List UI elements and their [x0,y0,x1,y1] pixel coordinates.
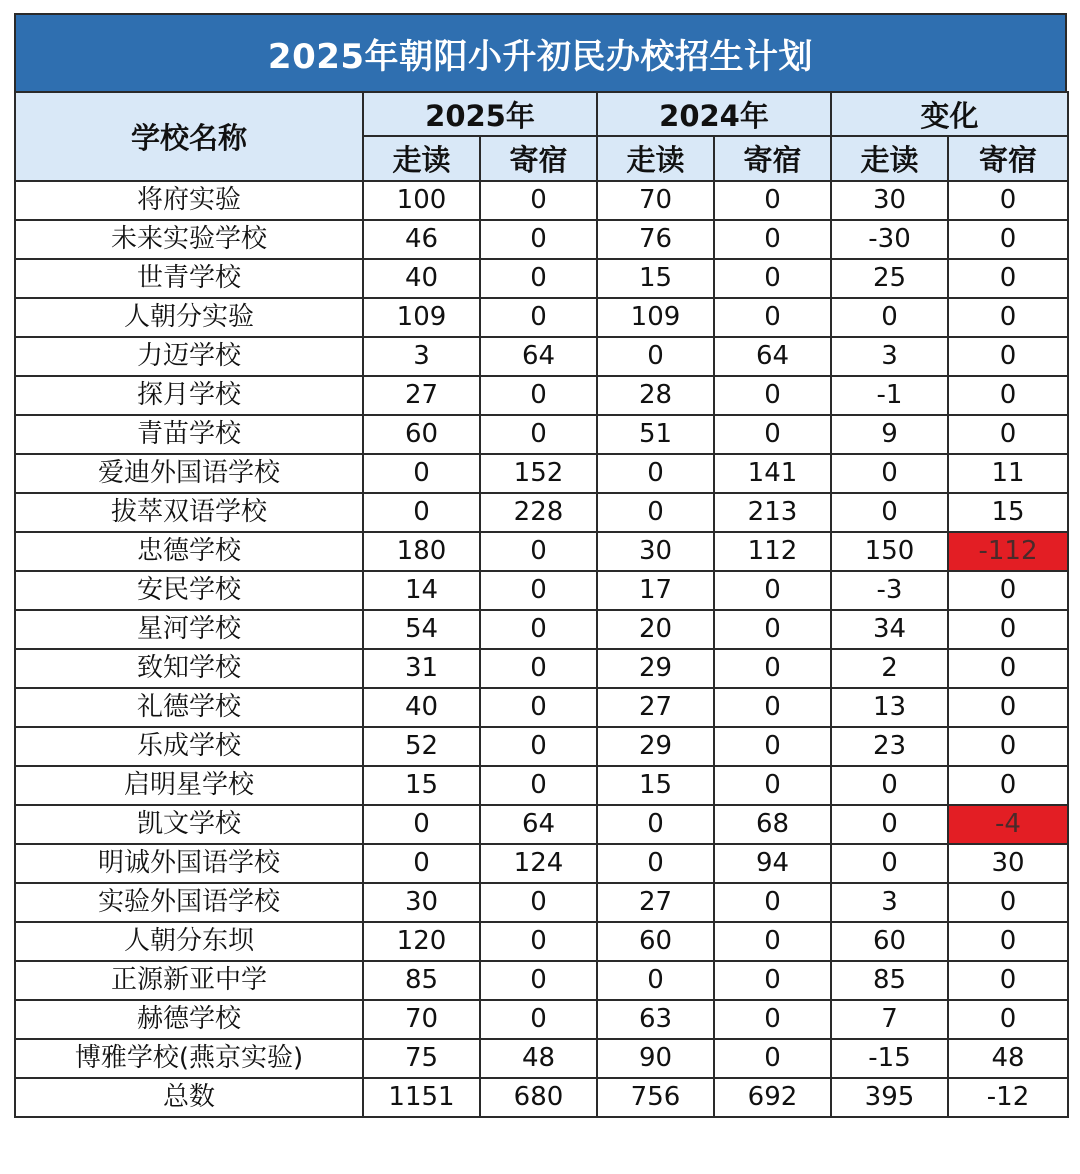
cell-boarding-2024: 0 [714,415,831,454]
cell-day-change: -1 [831,376,948,415]
cell-boarding-change: 0 [948,610,1068,649]
cell-boarding-2024: 0 [714,727,831,766]
cell-boarding-2025: 0 [480,610,597,649]
school-name-cell: 安民学校 [15,571,363,610]
table-row [15,922,1068,961]
cell-day-2024: 109 [597,298,714,337]
cell-boarding-2024: 0 [714,571,831,610]
cell-day-2024: 27 [597,883,714,922]
cell-day-2025: 52 [363,727,480,766]
cell-boarding-2025: 0 [480,298,597,337]
cell-day-2024: 20 [597,610,714,649]
table-row [15,1039,1068,1078]
header-school-name: 学校名称 [15,92,363,181]
cell-day-change: 2 [831,649,948,688]
cell-day-change: 150 [831,532,948,571]
cell-day-2024: 0 [597,805,714,844]
cell-boarding-2025: 0 [480,688,597,727]
cell-day-change: 34 [831,610,948,649]
cell-boarding-2024: 112 [714,532,831,571]
school-name-cell: 力迈学校 [15,337,363,376]
cell-day-2024: 29 [597,727,714,766]
school-name-cell: 礼德学校 [15,688,363,727]
cell-boarding-2025: 228 [480,493,597,532]
cell-day-2025: 46 [363,220,480,259]
cell-day-2024: 0 [597,454,714,493]
cell-boarding-2025: 0 [480,259,597,298]
cell-day-2025: 0 [363,454,480,493]
cell-day-2025: 14 [363,571,480,610]
cell-day-change: 85 [831,961,948,1000]
cell-day-2025: 180 [363,532,480,571]
cell-boarding-2024: 68 [714,805,831,844]
header-boarding-change: 寄宿 [948,136,1068,181]
cell-boarding-change: 0 [948,649,1068,688]
cell-boarding-2024: 141 [714,454,831,493]
cell-boarding-change: 0 [948,1000,1068,1039]
cell-day-change: -3 [831,571,948,610]
cell-boarding-2024: 692 [714,1078,831,1117]
school-name-cell: 正源新亚中学 [15,961,363,1000]
cell-day-change: 0 [831,493,948,532]
cell-day-change: -30 [831,220,948,259]
cell-boarding-2024: 0 [714,220,831,259]
cell-day-2025: 15 [363,766,480,805]
cell-day-2025: 0 [363,844,480,883]
cell-day-2025: 75 [363,1039,480,1078]
cell-boarding-2024: 0 [714,1039,831,1078]
table-row [15,298,1068,337]
cell-day-change: 60 [831,922,948,961]
table-row [15,493,1068,532]
total-row [15,1078,1068,1117]
cell-day-change: 25 [831,259,948,298]
cell-boarding-2025: 0 [480,727,597,766]
cell-boarding-2025: 0 [480,961,597,1000]
cell-day-2025: 31 [363,649,480,688]
header-day-2025: 走读 [363,136,480,181]
cell-boarding-change: 0 [948,688,1068,727]
school-name-cell: 致知学校 [15,649,363,688]
cell-day-2025: 1151 [363,1078,480,1117]
header-boarding-2025: 寄宿 [480,136,597,181]
cell-day-2024: 0 [597,337,714,376]
cell-boarding-change: 48 [948,1039,1068,1078]
cell-day-change: 3 [831,883,948,922]
cell-day-2024: 60 [597,922,714,961]
cell-day-2024: 17 [597,571,714,610]
school-name-cell: 爱迪外国语学校 [15,454,363,493]
school-name-cell: 星河学校 [15,610,363,649]
cell-boarding-2024: 0 [714,298,831,337]
school-name-cell: 将府实验 [15,181,363,220]
cell-boarding-2025: 0 [480,766,597,805]
school-name-cell: 明诚外国语学校 [15,844,363,883]
cell-boarding-2025: 0 [480,571,597,610]
cell-boarding-2025: 64 [480,805,597,844]
header-group-2024: 2024年 [597,92,831,136]
table-row [15,883,1068,922]
cell-day-2024: 51 [597,415,714,454]
cell-boarding-2025: 0 [480,532,597,571]
header-day-change: 走读 [831,136,948,181]
cell-day-2024: 70 [597,181,714,220]
cell-boarding-2025: 152 [480,454,597,493]
table-row [15,571,1068,610]
cell-day-2024: 15 [597,766,714,805]
school-name-cell: 青苗学校 [15,415,363,454]
cell-day-change: 9 [831,415,948,454]
cell-boarding-2025: 0 [480,922,597,961]
cell-boarding-change: 0 [948,181,1068,220]
school-name-cell: 赫德学校 [15,1000,363,1039]
cell-day-2024: 15 [597,259,714,298]
cell-boarding-change: 0 [948,415,1068,454]
cell-boarding-2025: 0 [480,1000,597,1039]
cell-boarding-2024: 213 [714,493,831,532]
cell-day-change: -15 [831,1039,948,1078]
school-name-cell: 凯文学校 [15,805,363,844]
cell-day-2025: 3 [363,337,480,376]
cell-boarding-change: 0 [948,922,1068,961]
cell-boarding-2024: 0 [714,649,831,688]
cell-boarding-2025: 48 [480,1039,597,1078]
cell-boarding-2024: 0 [714,259,831,298]
header-group-change: 变化 [831,92,1068,136]
cell-boarding-change: 0 [948,961,1068,1000]
school-name-cell: 人朝分东坝 [15,922,363,961]
cell-day-2024: 0 [597,961,714,1000]
school-name-cell: 博雅学校(燕京实验) [15,1039,363,1078]
cell-day-2025: 40 [363,259,480,298]
header-boarding-2024: 寄宿 [714,136,831,181]
cell-boarding-2024: 0 [714,610,831,649]
cell-day-change: 0 [831,844,948,883]
table-body [15,181,1068,1117]
cell-day-2025: 120 [363,922,480,961]
cell-boarding-2024: 0 [714,922,831,961]
cell-boarding-2025: 0 [480,649,597,688]
cell-day-change: 23 [831,727,948,766]
cell-day-change: 0 [831,805,948,844]
cell-boarding-change: 0 [948,883,1068,922]
cell-day-2024: 63 [597,1000,714,1039]
table-row [15,649,1068,688]
cell-boarding-2024: 0 [714,376,831,415]
cell-day-change: 3 [831,337,948,376]
enrollment-table-container [14,13,1067,1118]
cell-day-2025: 0 [363,493,480,532]
cell-boarding-change: 0 [948,727,1068,766]
cell-day-change: 0 [831,766,948,805]
cell-day-2025: 27 [363,376,480,415]
cell-day-change: 13 [831,688,948,727]
cell-boarding-change: -12 [948,1078,1068,1117]
cell-boarding-2024: 0 [714,181,831,220]
school-name-cell: 乐成学校 [15,727,363,766]
cell-day-2024: 29 [597,649,714,688]
cell-day-2025: 100 [363,181,480,220]
enrollment-table [14,91,1069,1118]
cell-boarding-2025: 0 [480,415,597,454]
cell-boarding-change: 30 [948,844,1068,883]
table-row [15,1000,1068,1039]
cell-boarding-change: -4 [948,805,1068,844]
school-name-cell: 拔萃双语学校 [15,493,363,532]
table-row [15,376,1068,415]
cell-boarding-2025: 0 [480,376,597,415]
cell-boarding-2024: 0 [714,961,831,1000]
cell-boarding-2024: 94 [714,844,831,883]
table-row [15,610,1068,649]
cell-boarding-change: 15 [948,493,1068,532]
table-row [15,454,1068,493]
cell-day-2024: 27 [597,688,714,727]
table-row [15,844,1068,883]
table-row [15,532,1068,571]
cell-boarding-2024: 0 [714,688,831,727]
table-row [15,766,1068,805]
cell-day-change: 395 [831,1078,948,1117]
cell-boarding-2025: 64 [480,337,597,376]
cell-boarding-change: -112 [948,532,1068,571]
table-row [15,220,1068,259]
cell-day-2025: 60 [363,415,480,454]
cell-day-2025: 109 [363,298,480,337]
cell-boarding-2024: 0 [714,766,831,805]
header-day-2024: 走读 [597,136,714,181]
table-row [15,415,1068,454]
cell-boarding-change: 0 [948,376,1068,415]
table-row [15,727,1068,766]
cell-boarding-2025: 124 [480,844,597,883]
cell-boarding-change: 0 [948,220,1068,259]
cell-day-change: 0 [831,298,948,337]
cell-boarding-2025: 0 [480,883,597,922]
cell-boarding-change: 0 [948,337,1068,376]
cell-day-2024: 756 [597,1078,714,1117]
cell-boarding-2025: 0 [480,181,597,220]
school-name-cell: 实验外国语学校 [15,883,363,922]
cell-boarding-2024: 0 [714,883,831,922]
cell-day-2025: 85 [363,961,480,1000]
school-name-cell: 启明星学校 [15,766,363,805]
cell-boarding-2024: 0 [714,1000,831,1039]
cell-day-2024: 28 [597,376,714,415]
cell-boarding-change: 0 [948,259,1068,298]
table-row [15,961,1068,1000]
cell-boarding-2024: 64 [714,337,831,376]
school-name-cell: 未来实验学校 [15,220,363,259]
cell-day-2024: 30 [597,532,714,571]
cell-day-2025: 40 [363,688,480,727]
cell-day-change: 30 [831,181,948,220]
cell-day-change: 7 [831,1000,948,1039]
school-name-cell: 世青学校 [15,259,363,298]
table-row [15,805,1068,844]
table-title: 2025年朝阳小升初民办校招生计划 [14,13,1067,91]
cell-boarding-change: 0 [948,298,1068,337]
table-row [15,181,1068,220]
cell-boarding-2025: 680 [480,1078,597,1117]
cell-boarding-change: 11 [948,454,1068,493]
school-name-cell: 人朝分实验 [15,298,363,337]
table-row [15,688,1068,727]
cell-day-2025: 70 [363,1000,480,1039]
cell-day-2025: 0 [363,805,480,844]
cell-boarding-2025: 0 [480,220,597,259]
cell-boarding-change: 0 [948,571,1068,610]
table-row [15,337,1068,376]
cell-day-2024: 0 [597,493,714,532]
school-name-cell: 忠德学校 [15,532,363,571]
cell-boarding-change: 0 [948,766,1068,805]
school-name-cell: 探月学校 [15,376,363,415]
cell-day-2025: 54 [363,610,480,649]
cell-day-2024: 90 [597,1039,714,1078]
cell-day-2024: 76 [597,220,714,259]
table-row [15,259,1068,298]
header-group-2025: 2025年 [363,92,597,136]
cell-day-2025: 30 [363,883,480,922]
cell-day-change: 0 [831,454,948,493]
cell-day-2024: 0 [597,844,714,883]
total-label: 总数 [15,1078,363,1117]
